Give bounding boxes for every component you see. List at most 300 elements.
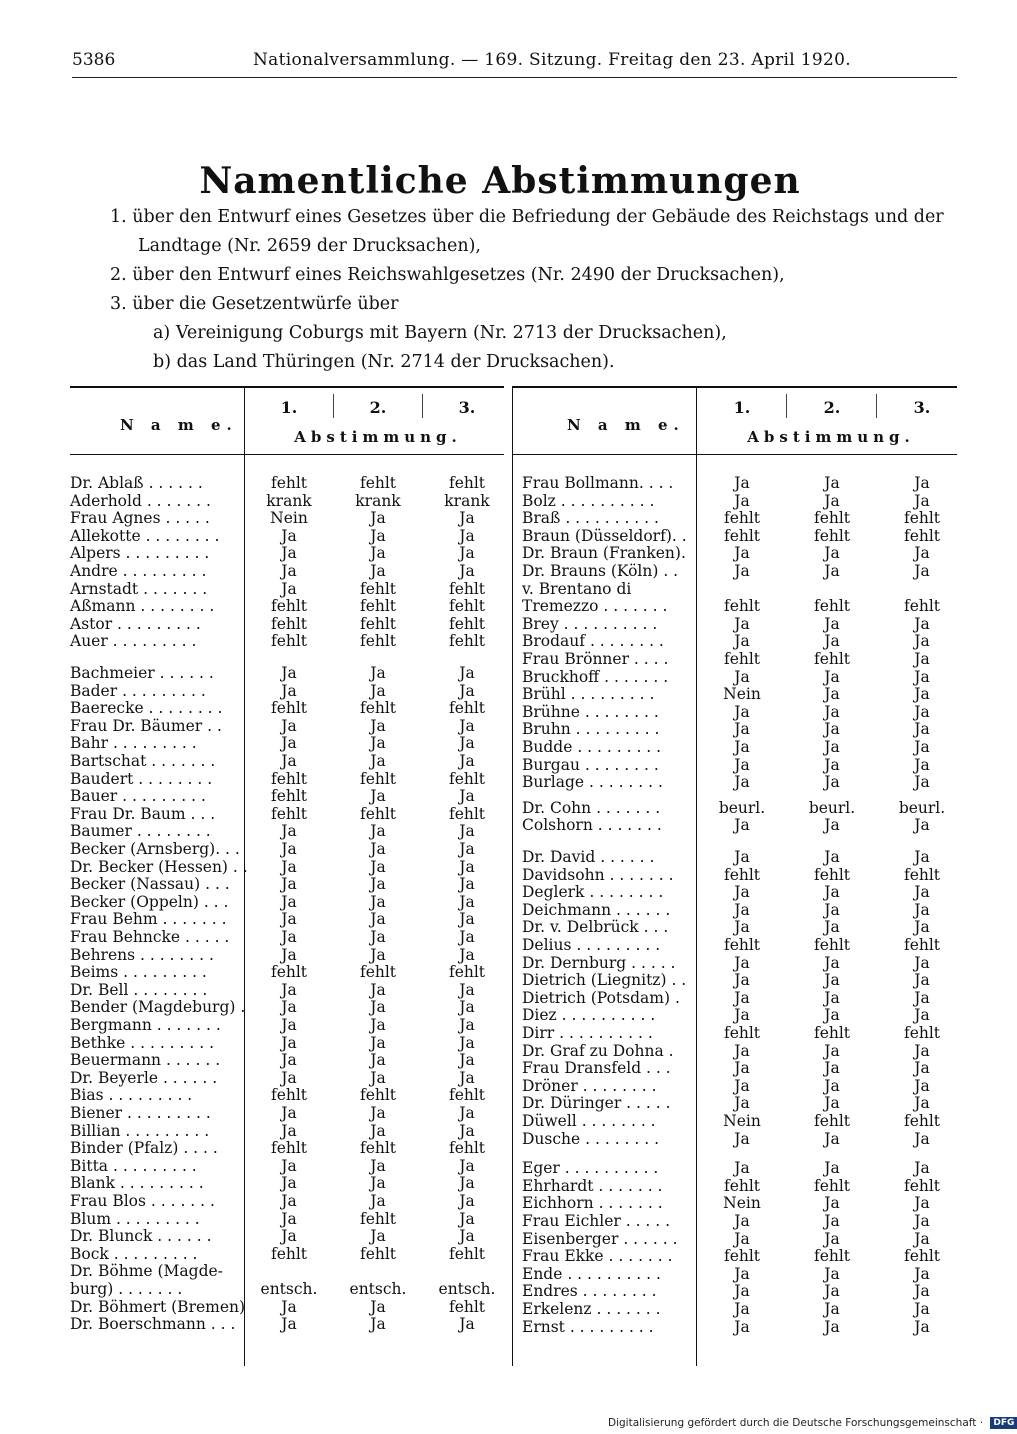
vote-1: fehlt — [270, 769, 308, 788]
member-name: Blank . . . . . . . . . — [70, 1174, 204, 1193]
vote-1: fehlt — [723, 936, 761, 954]
vote-2: Ja — [824, 953, 840, 972]
table-row — [70, 1157, 504, 1175]
vote-1: fehlt — [270, 474, 308, 492]
vote-1: Ja — [734, 632, 750, 651]
table-row — [70, 1051, 504, 1069]
table-row — [512, 738, 957, 756]
table-row — [70, 1227, 504, 1245]
member-name: Dusche . . . . . . . . — [522, 1129, 660, 1148]
vote-2: Ja — [824, 1194, 840, 1213]
vote-2: fehlt — [813, 865, 851, 884]
table-row — [512, 918, 957, 936]
vote-3: Ja — [914, 614, 930, 633]
vote-2: Ja — [824, 1006, 840, 1025]
vote-3: fehlt — [903, 1112, 941, 1130]
vote-3: fehlt — [903, 597, 941, 616]
vote-1: Ja — [281, 1068, 297, 1087]
table-row — [512, 492, 957, 510]
table-row — [70, 998, 504, 1016]
member-name: Bock . . . . . . . . . — [70, 1244, 198, 1263]
table-row — [512, 901, 957, 919]
table-row — [512, 1077, 957, 1095]
vote-3: krank — [444, 491, 490, 510]
vote-3: Ja — [914, 971, 930, 990]
vote-column-3-header: 3. — [913, 398, 931, 417]
member-name: Bruhn . . . . . . . . . — [522, 720, 660, 739]
vote-1: fehlt — [270, 787, 308, 806]
table-row — [512, 1265, 957, 1283]
vote-3: Ja — [914, 685, 930, 704]
vote-1: Ja — [281, 681, 297, 700]
vote-1: Ja — [734, 1229, 750, 1248]
vote-3: Ja — [914, 1212, 930, 1230]
vote-2: Ja — [824, 562, 840, 580]
vote-2: Ja — [370, 1016, 386, 1034]
vote-3: Ja — [459, 562, 475, 580]
vote-2: Ja — [370, 562, 386, 580]
table-row — [512, 685, 957, 703]
table-row — [512, 597, 957, 615]
vote-1: Ja — [734, 755, 750, 774]
vote-3: Ja — [459, 544, 475, 563]
table-row — [70, 632, 504, 650]
vote-3: Ja — [459, 752, 475, 770]
vote-3: Ja — [914, 1059, 930, 1078]
table-row — [512, 1318, 957, 1336]
vote-3: Ja — [459, 526, 475, 545]
table-row — [512, 848, 957, 866]
vote-1: Ja — [281, 1051, 297, 1070]
table-row — [70, 492, 504, 510]
member-name: Bitta . . . . . . . . . — [70, 1156, 197, 1175]
vote-1: fehlt — [723, 509, 761, 528]
vote-3: Ja — [914, 816, 930, 835]
vote-2: Ja — [824, 720, 840, 739]
vote-1: Ja — [281, 980, 297, 999]
vote-3: Ja — [459, 1033, 475, 1052]
table-row — [512, 954, 957, 972]
vote-2: Ja — [824, 1076, 840, 1095]
vote-2: Ja — [370, 1297, 386, 1316]
vote-2: Ja — [824, 632, 840, 651]
table-row — [512, 668, 957, 686]
vote-1: Ja — [281, 1192, 297, 1210]
vote-3: fehlt — [903, 1176, 941, 1195]
vote-1: Ja — [734, 883, 750, 902]
vote-2: krank — [355, 491, 401, 510]
vote-2: Ja — [370, 945, 386, 964]
table-header-rule — [512, 454, 957, 455]
vote-1: Ja — [281, 840, 297, 858]
vote-2: fehlt — [359, 1086, 397, 1105]
vote-3: fehlt — [448, 1139, 486, 1158]
table-top-rule — [70, 386, 504, 388]
vote-1: Ja — [281, 1174, 297, 1193]
vote-1: Ja — [734, 1006, 750, 1025]
vote-1: Ja — [281, 752, 297, 770]
vote-2: Ja — [824, 1094, 840, 1113]
vote-3: Ja — [914, 1076, 930, 1095]
vote-2: Ja — [824, 1159, 840, 1178]
table-row — [70, 1122, 504, 1140]
vote-1: Ja — [734, 900, 750, 919]
page-number: 5386 — [72, 50, 116, 70]
table-row — [70, 928, 504, 946]
vote-2: Ja — [824, 1212, 840, 1230]
vote-3: Ja — [459, 857, 475, 876]
vote-2: Ja — [824, 900, 840, 919]
member-name: Frau Eichler . . . . . — [522, 1212, 671, 1230]
vote-group-header: Abstimmung. — [747, 428, 915, 446]
table-row — [512, 615, 957, 633]
table-row — [70, 474, 504, 492]
vote-3: Ja — [459, 1016, 475, 1034]
vote-1: fehlt — [270, 963, 308, 982]
member-name: Bauer . . . . . . . . . — [70, 787, 206, 806]
member-name: Dr. Böhmert (Bremen) — [70, 1297, 246, 1316]
member-name: Becker (Nassau) . . . — [70, 875, 230, 894]
vote-1: Ja — [734, 1300, 750, 1318]
vote-2: fehlt — [813, 597, 851, 616]
vote-3: fehlt — [448, 804, 486, 823]
vote-3: Ja — [914, 1282, 930, 1301]
member-name: Braun (Düsseldorf). . — [522, 526, 687, 545]
table-row — [70, 562, 504, 580]
vote-3: fehlt — [448, 963, 486, 982]
member-name: Deglerk . . . . . . . . — [522, 883, 664, 902]
member-name: Bergmann . . . . . . . — [70, 1016, 221, 1034]
vote-1: Ja — [281, 910, 297, 929]
member-name: Dr. Blunck . . . . . . — [70, 1227, 212, 1246]
vote-3: Ja — [914, 632, 930, 651]
vote-1: Ja — [734, 1264, 750, 1283]
dfg-logo: DFG — [990, 1417, 1017, 1429]
vote-1: Ja — [734, 1076, 750, 1095]
table-row — [70, 1034, 504, 1052]
vote-2: Ja — [370, 752, 386, 770]
vote-1: fehlt — [270, 1244, 308, 1263]
vote-3: Ja — [459, 910, 475, 929]
footer-text: Digitalisierung gefördert durch die Deutsche Forschungsgemeinschaft · — [608, 1417, 984, 1429]
vote-3: fehlt — [448, 1297, 486, 1316]
member-name: Bachmeier . . . . . . — [70, 664, 214, 682]
table-row — [70, 858, 504, 876]
column-subdivider — [876, 394, 877, 418]
vote-2: Ja — [370, 1104, 386, 1122]
vote-1: Ja — [281, 1315, 297, 1334]
vote-3: Ja — [914, 848, 930, 866]
vote-1: Ja — [734, 1094, 750, 1113]
member-name: Frau Dr. Bäumer . . — [70, 716, 222, 735]
vote-2: fehlt — [359, 579, 397, 598]
vote-3: Ja — [459, 1192, 475, 1210]
vote-3: Ja — [914, 650, 930, 668]
vote-2: fehlt — [359, 474, 397, 492]
table-row — [512, 1094, 957, 1112]
vote-3: Ja — [459, 1174, 475, 1193]
column-subdivider — [786, 394, 787, 418]
vote-1: Ja — [281, 544, 297, 563]
vote-1: fehlt — [270, 699, 308, 718]
vote-1: Ja — [734, 971, 750, 990]
vote-2: Ja — [370, 998, 386, 1017]
table-row — [512, 1059, 957, 1077]
table-row — [512, 1212, 957, 1230]
member-name: Erkelenz . . . . . . . — [522, 1300, 661, 1318]
vote-2: Ja — [370, 1156, 386, 1175]
vote-3: Ja — [914, 1264, 930, 1283]
vote-2: Ja — [824, 544, 840, 563]
table-row — [512, 509, 957, 527]
member-name: Allekotte . . . . . . . . — [70, 526, 220, 545]
table-row — [70, 1192, 504, 1210]
vote-1: Ja — [281, 1033, 297, 1052]
table-row — [70, 509, 504, 527]
table-row — [512, 1112, 957, 1130]
table-row — [512, 866, 957, 884]
member-name: Bolz . . . . . . . . . . — [522, 491, 655, 510]
member-name: Frau Dr. Baum . . . — [70, 804, 216, 823]
vote-1: fehlt — [270, 614, 308, 633]
member-name: Dr. Boerschmann . . . — [70, 1315, 236, 1334]
table-row — [512, 971, 957, 989]
vote-2: fehlt — [359, 1244, 397, 1263]
member-name: Baerecke . . . . . . . . — [70, 699, 223, 718]
vote-3: Ja — [914, 1094, 930, 1113]
vote-3: Ja — [459, 1121, 475, 1140]
member-name: Dr. Becker (Hessen) . . — [70, 857, 248, 876]
vote-1: fehlt — [270, 1139, 308, 1158]
member-name: Dr. David . . . . . . — [522, 848, 655, 866]
table-row — [70, 1086, 504, 1104]
table-row — [70, 875, 504, 893]
member-name: Burlage . . . . . . . . — [522, 773, 663, 792]
vote-3: fehlt — [448, 1086, 486, 1105]
vote-1: Ja — [734, 918, 750, 937]
table-row — [70, 1298, 504, 1316]
member-name: Diez . . . . . . . . . . — [522, 1006, 656, 1025]
table-row — [70, 1016, 504, 1034]
member-name: Eger . . . . . . . . . . — [522, 1159, 659, 1178]
member-name: Budde . . . . . . . . . — [522, 738, 662, 756]
vote-3: Ja — [459, 945, 475, 964]
vote-3: Ja — [459, 928, 475, 946]
member-name: Bender (Magdeburg) . — [70, 998, 246, 1017]
member-name: Aderhold . . . . . . . — [70, 491, 211, 510]
vote-1: fehlt — [270, 1086, 308, 1105]
member-name: Bartschat . . . . . . . — [70, 752, 216, 770]
vote-1: Nein — [723, 1194, 761, 1213]
vote-3: Ja — [459, 787, 475, 806]
vote-table-right — [512, 386, 957, 1366]
vote-3: Ja — [459, 509, 475, 528]
vote-2: fehlt — [359, 804, 397, 823]
vote-1: Nein — [723, 685, 761, 704]
table-row — [70, 893, 504, 911]
vote-2: Ja — [370, 664, 386, 682]
table-row — [512, 1006, 957, 1024]
vote-1: Ja — [281, 562, 297, 580]
vote-column-2-header: 2. — [823, 398, 841, 417]
vote-column-1-header: 1. — [280, 398, 298, 417]
table-row — [512, 799, 957, 817]
vote-1: Ja — [281, 1121, 297, 1140]
member-name: Binder (Pfalz) . . . . — [70, 1139, 218, 1158]
table-row — [512, 1042, 957, 1060]
vote-1: entsch. — [260, 1280, 318, 1298]
vote-2: Ja — [370, 1068, 386, 1087]
vote-3: fehlt — [448, 597, 486, 616]
intro-line-2: 2. über den Entwurf eines Reichswahlgesetzes (Nr. 2490 der Drucksachen), — [110, 265, 785, 285]
vote-1: Ja — [734, 816, 750, 835]
member-name: Billian . . . . . . . . . — [70, 1121, 210, 1140]
table-row — [70, 682, 504, 700]
vote-2: Ja — [824, 614, 840, 633]
member-name: Davidsohn . . . . . . . — [522, 865, 674, 884]
table-row — [512, 756, 957, 774]
vote-3: Ja — [459, 1104, 475, 1122]
vote-3: Ja — [459, 716, 475, 735]
vote-3: Ja — [459, 681, 475, 700]
table-row — [512, 1177, 957, 1195]
member-name: Alpers . . . . . . . . . — [70, 544, 210, 563]
vote-column-2-header: 2. — [369, 398, 387, 417]
table-row — [70, 1262, 504, 1280]
vote-2: fehlt — [813, 1176, 851, 1195]
table-row — [70, 1139, 504, 1157]
table-row — [70, 805, 504, 823]
table-row — [70, 770, 504, 788]
vote-1: Ja — [281, 945, 297, 964]
vote-1: Ja — [281, 526, 297, 545]
vote-3: Ja — [914, 562, 930, 580]
vote-2: Ja — [824, 1264, 840, 1283]
vote-1: Ja — [734, 1129, 750, 1148]
vote-2: Ja — [824, 1300, 840, 1318]
member-name: Beims . . . . . . . . . — [70, 963, 207, 982]
vote-1: Ja — [734, 1317, 750, 1336]
vote-3: Ja — [459, 1315, 475, 1334]
table-row — [512, 1194, 957, 1212]
vote-2: Ja — [370, 1051, 386, 1070]
vote-3: Ja — [914, 918, 930, 937]
vote-2: fehlt — [359, 699, 397, 718]
vote-1: Ja — [734, 1041, 750, 1060]
vote-2: Ja — [370, 1315, 386, 1334]
vote-1: fehlt — [723, 1247, 761, 1266]
vote-3: fehlt — [903, 1024, 941, 1042]
vote-3: Ja — [914, 1300, 930, 1318]
table-row — [512, 720, 957, 738]
table-row — [70, 1069, 504, 1087]
member-name: Dr. Graf zu Dohna . — [522, 1041, 674, 1060]
vote-2: Ja — [370, 857, 386, 876]
member-name: Baudert . . . . . . . . — [70, 769, 213, 788]
vote-3: Ja — [459, 1051, 475, 1070]
vote-1: Ja — [734, 738, 750, 756]
table-row — [70, 1245, 504, 1263]
vote-1: Ja — [734, 614, 750, 633]
member-name: Dietrich (Liegnitz) . . — [522, 971, 687, 990]
vote-1: fehlt — [270, 632, 308, 651]
intro-line-3: 3. über die Gesetzentwürfe über — [110, 294, 399, 314]
vote-3: fehlt — [903, 509, 941, 528]
vote-1: Ja — [281, 822, 297, 841]
table-row — [512, 989, 957, 1007]
intro-line-1-continued: Landtage (Nr. 2659 der Drucksachen), — [138, 236, 481, 256]
member-name: burg) . . . . . . . — [70, 1280, 183, 1298]
member-name: Frau Bollmann. . . . — [522, 474, 674, 492]
vote-1: Ja — [734, 544, 750, 563]
member-name: Brühl . . . . . . . . . — [522, 685, 655, 704]
member-name: Baumer . . . . . . . . — [70, 822, 211, 841]
vote-1: Ja — [281, 716, 297, 735]
vote-1: Ja — [734, 1059, 750, 1078]
member-name: Bias . . . . . . . . . — [70, 1086, 193, 1105]
vote-2: fehlt — [359, 1139, 397, 1158]
member-name: Colshorn . . . . . . . — [522, 816, 662, 835]
vote-2: Ja — [824, 918, 840, 937]
vote-1: fehlt — [270, 597, 308, 616]
vote-1: Ja — [734, 491, 750, 510]
table-row — [512, 544, 957, 562]
table-row — [70, 664, 504, 682]
table-row — [512, 1130, 957, 1148]
table-row — [512, 1282, 957, 1300]
vote-2: Ja — [370, 1174, 386, 1193]
vote-2: Ja — [824, 988, 840, 1007]
vote-2: Ja — [370, 892, 386, 911]
vote-1: Ja — [734, 988, 750, 1007]
table-row — [512, 703, 957, 721]
vote-2: Ja — [824, 773, 840, 792]
member-name: Behrens . . . . . . . . — [70, 945, 214, 964]
member-name: Dirr . . . . . . . . . . — [522, 1024, 653, 1042]
vote-2: Ja — [370, 734, 386, 753]
vote-3: Ja — [914, 953, 930, 972]
member-name: Brey . . . . . . . . . . — [522, 614, 658, 633]
table-row — [70, 699, 504, 717]
vote-2: Ja — [370, 787, 386, 806]
member-name: Ernst . . . . . . . . . — [522, 1317, 654, 1336]
member-name: Bahr . . . . . . . . . — [70, 734, 197, 753]
vote-3: Ja — [459, 980, 475, 999]
member-name: Frau Dransfeld . . . — [522, 1059, 671, 1078]
vote-2: Ja — [370, 822, 386, 841]
member-name: Braß . . . . . . . . . . — [522, 509, 659, 528]
vote-1: beurl. — [718, 798, 766, 817]
vote-1: Ja — [734, 702, 750, 721]
member-name: Arnstadt . . . . . . . — [70, 579, 208, 598]
vote-1: fehlt — [723, 526, 761, 545]
member-name: Düwell . . . . . . . . — [522, 1112, 656, 1130]
member-name: v. Brentano di — [522, 579, 632, 598]
table-row — [70, 717, 504, 735]
member-name: Frau Behm . . . . . . . — [70, 910, 227, 929]
vote-1: fehlt — [723, 1176, 761, 1195]
vote-3: Ja — [459, 822, 475, 841]
vote-3: Ja — [459, 734, 475, 753]
vote-1: Ja — [734, 953, 750, 972]
table-row — [512, 632, 957, 650]
vote-3: Ja — [914, 720, 930, 739]
vote-3: Ja — [459, 1156, 475, 1175]
vote-3: fehlt — [448, 1244, 486, 1263]
vote-2: fehlt — [813, 1024, 851, 1042]
table-row — [70, 840, 504, 858]
vote-3: Ja — [914, 738, 930, 756]
